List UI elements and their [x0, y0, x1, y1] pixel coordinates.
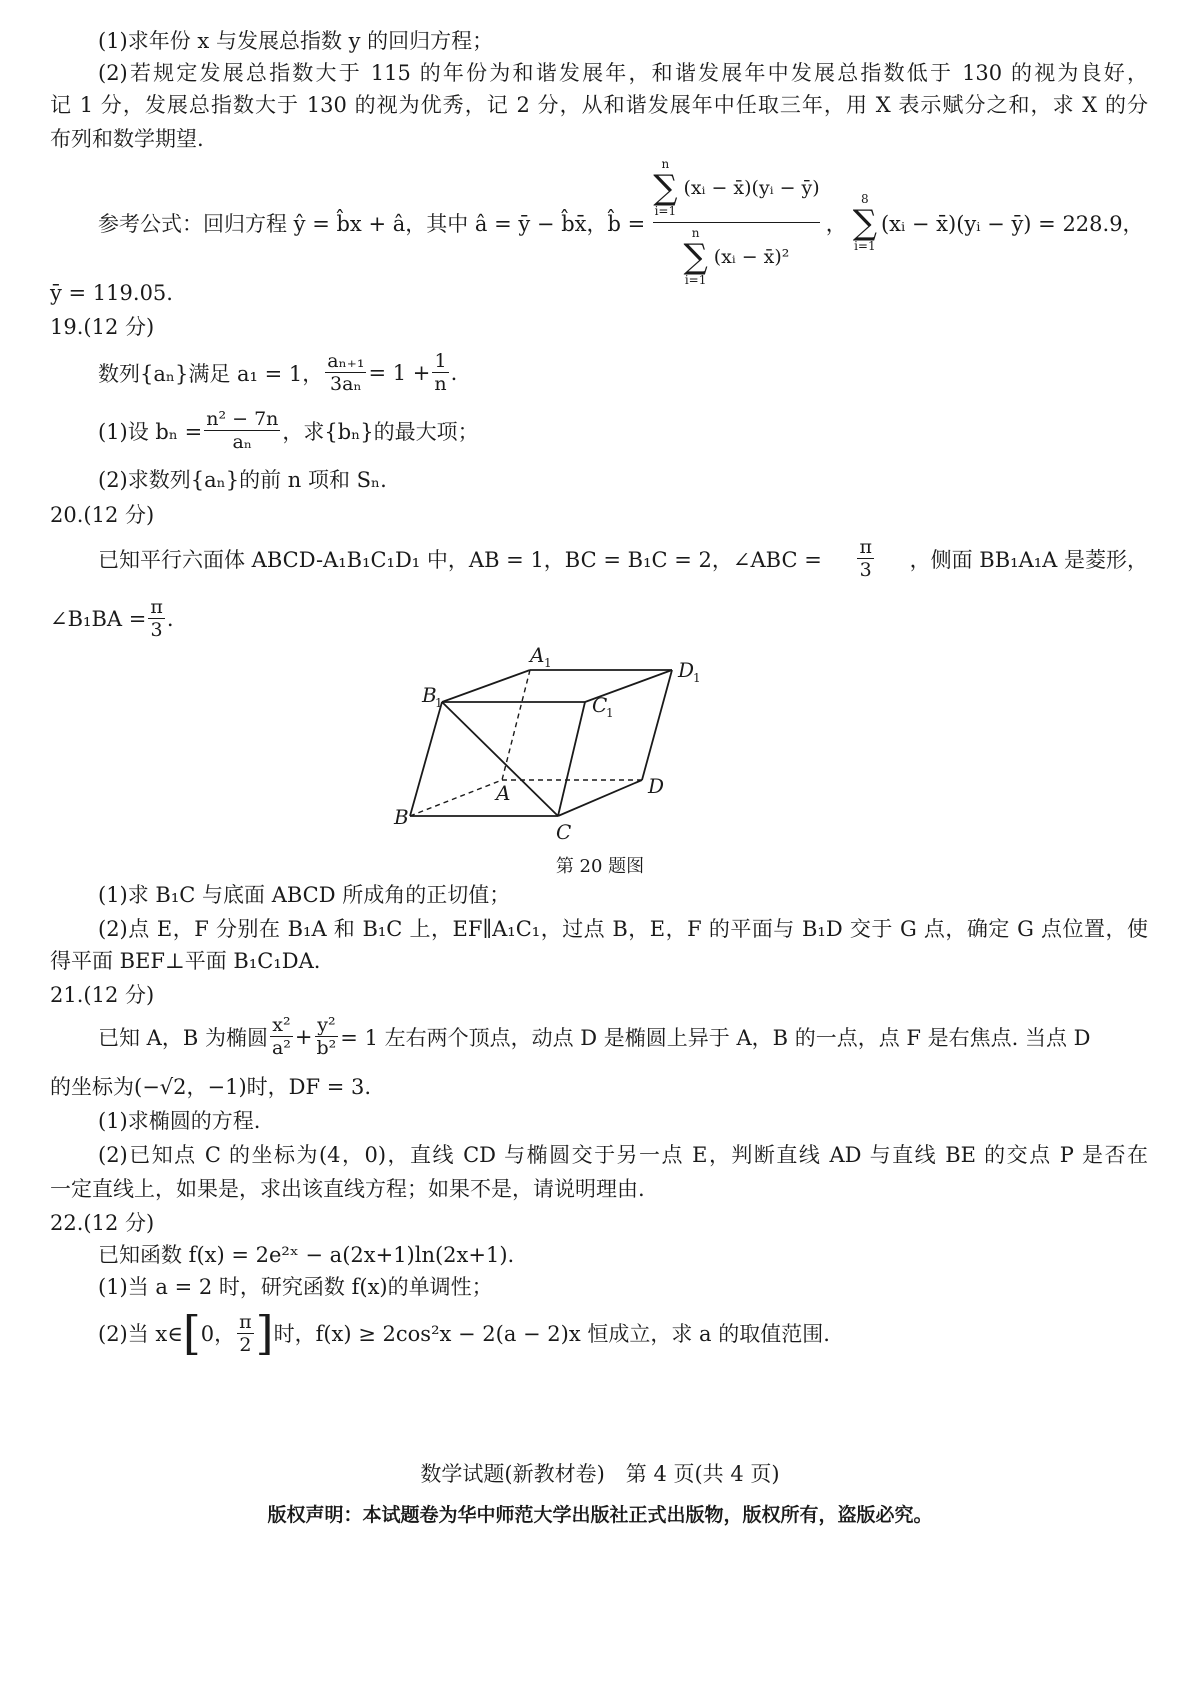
page-footer: 数学试题(新教材卷) 第 4 页(共 4 页) — [420, 1462, 780, 1486]
label-D: D — [648, 774, 665, 798]
q19-header: 19.(12 分) — [50, 315, 155, 339]
label-C: C — [556, 820, 572, 844]
fraction: $\frac{\pi}{2}$ — [239, 1310, 252, 1356]
svg-text:1: 1 — [693, 671, 701, 685]
formula-given-sum: (xᵢ − x̄)(yᵢ − ȳ) = 228.9， — [880, 211, 1144, 236]
q18-part1: (1)求年份 x 与发展总指数 y 的回归方程； — [98, 29, 494, 53]
left-bracket: [ — [182, 1306, 201, 1360]
label-A: A — [496, 781, 511, 805]
q18-reference-formula: 参考公式：回归方程 ŷ = b̂x + â，其中 â = ȳ − b̂x̄，b̂ = n ∑ i=1 (xᵢ − x̄)(yᵢ − ȳ) n ∑ i=1 (xᵢ − x̄)² ， 8 ∑ i=1 (xᵢ − x̄)(yᵢ − ȳ) = 228.9， — [98, 157, 1144, 287]
edge-B1A1 — [442, 670, 530, 702]
q21-part1: (1)求椭圆的方程. — [98, 1109, 261, 1133]
q18-part2-line1: (2)若规定发展总指数大于 115 的年份为和谐发展年，和谐发展年中发展总指数低于 130 的视为良好， — [98, 61, 1148, 85]
q21-stem-line1: 已知 A，B 为椭圆 $\frac{\text{x²}}{\text{a²}}$ + $\frac{\text{y²}}{\text{b²}}$ = 1 左右两个顶点，动点 D 是椭圆上异于 A，B 的一点，点 F 是右焦点. 当点 D — [98, 1014, 1091, 1059]
q22-header: 22.(12 分) — [50, 1211, 155, 1235]
fraction: $\frac{\text{y²}}{\text{b²}}$ — [316, 1014, 337, 1059]
fraction: $\frac{\text{n² − 7n}}{\text{aₙ}}$ — [206, 408, 279, 453]
fraction: $\frac{\pi}{3}$ — [859, 536, 872, 581]
sigma-symbol: ∑ — [683, 237, 708, 277]
sigma-symbol: ∑ — [852, 202, 877, 243]
edge-C1C — [558, 702, 585, 816]
q18-ybar: ȳ = 119.05. — [50, 281, 173, 305]
fraction: $\frac{\text{aₙ₊₁}}{\text{3aₙ}}$ — [327, 350, 365, 395]
q20-stem-line2: ∠B₁BA = $\frac{\pi}{3}$ . — [50, 596, 174, 641]
formula-denominator: (xᵢ − x̄)² — [713, 246, 790, 268]
q20-part2-line1: (2)点 E，F 分别在 B₁A 和 B₁C 上，EF∥A₁C₁，过点 B，E，F 的平面与 B₁D 交于 G 点，确定 G 点位置，使 — [98, 917, 1148, 941]
q19-part1: (1)设 bₙ = $\frac{\text{n² − 7n}}{\text{aₙ}}$ ，求{bₙ}的最大项； — [98, 408, 479, 453]
label-B: B — [394, 805, 409, 829]
formula-numerator: (xᵢ − x̄)(yᵢ − ȳ) — [683, 177, 820, 199]
svg-text:1: 1 — [435, 696, 443, 710]
q20-part2-line2: 得平面 BEF⊥平面 B₁C₁DA. — [50, 949, 321, 973]
fraction: $\frac{1}{n}$ — [434, 350, 447, 395]
q22-stem: 已知函数 f(x) = 2e²ˣ − a(2x+1)ln(2x+1). — [98, 1243, 515, 1267]
fraction: $\frac{\text{x²}}{\text{a²}}$ — [271, 1014, 291, 1059]
q19-part2: (2)求数列{aₙ}的前 n 项和 Sₙ. — [98, 468, 387, 492]
sigma-symbol: ∑ — [653, 168, 678, 208]
q20-header: 20.(12 分) — [50, 503, 155, 527]
q20-part1: (1)求 B₁C 与底面 ABCD 所成角的正切值； — [98, 883, 511, 907]
edge-A1A-hidden — [502, 670, 530, 780]
edge-CD — [558, 780, 642, 816]
label-C1: C — [592, 693, 608, 717]
q21-header: 21.(12 分) — [50, 983, 155, 1007]
figure-caption: 第 20 题图 — [555, 856, 645, 877]
edge-BA-hidden — [410, 780, 502, 816]
q21-stem-line2: 的坐标为(−√2，−1)时，DF = 3. — [50, 1075, 372, 1099]
svg-text:1: 1 — [606, 706, 614, 720]
label-B1: B — [422, 683, 437, 707]
q21-part2-line1: (2)已知点 C 的坐标为(4，0)，直线 CD 与椭圆交于另一点 E，判断直线 AD 与直线 BE 的交点 P 是否在 — [98, 1143, 1148, 1167]
q22-part1: (1)当 a = 2 时，研究函数 f(x)的单调性； — [98, 1275, 493, 1299]
q22-part2: (2)当 x∈ [ 0， $\frac{\pi}{2}$ ] 时，f(x) ≥ 2cos²x − 2(a − 2)x 恒成立，求 a 的取值范围. — [98, 1306, 830, 1360]
q19-stem: 数列{aₙ}满足 a₁ = 1， $\frac{\text{aₙ₊₁}}{\text{3aₙ}}$ = 1 + $\frac{1}{n}$ . — [98, 350, 458, 395]
formula-lead: 参考公式：回归方程 ŷ = b̂x + â，其中 â = ȳ − b̂x̄，b̂ = — [98, 211, 646, 236]
right-bracket: ] — [255, 1306, 274, 1360]
svg-text:1: 1 — [544, 656, 552, 670]
edge-B1B — [410, 702, 442, 816]
b-hat-fraction: n ∑ i=1 (xᵢ − x̄)(yᵢ − ȳ) n ∑ i=1 (xᵢ − x̄)² — [653, 157, 820, 287]
parallelepiped-figure — [380, 640, 740, 850]
q21-part2-line2: 一定直线上，如果是，求出该直线方程；如果不是，请说明理由. — [50, 1177, 645, 1201]
label-D1: D — [678, 658, 695, 682]
fraction: $\frac{\pi}{3}$ — [150, 596, 163, 641]
edge-D1D — [642, 670, 672, 780]
q20-stem-line1: 已知平行六面体 ABCD-A₁B₁C₁D₁ 中，AB = 1，BC = B₁C = 2，∠ABC = $\frac{\pi}{3}$ ，侧面 BB₁A₁A 是菱形， — [98, 536, 1148, 581]
q18-part2-line3: 布列和数学期望. — [50, 127, 204, 151]
copyright-notice: 版权声明：本试题卷为华中师范大学出版社正式出版物，版权所有，盗版必究。 — [267, 1504, 933, 1526]
q18-part2-line2: 记 1 分，发展总指数大于 130 的视为优秀，记 2 分，从和谐发展年中任取三年，用 X 表示赋分之和，求 X 的分 — [50, 93, 1148, 117]
label-A1: A — [530, 643, 545, 667]
